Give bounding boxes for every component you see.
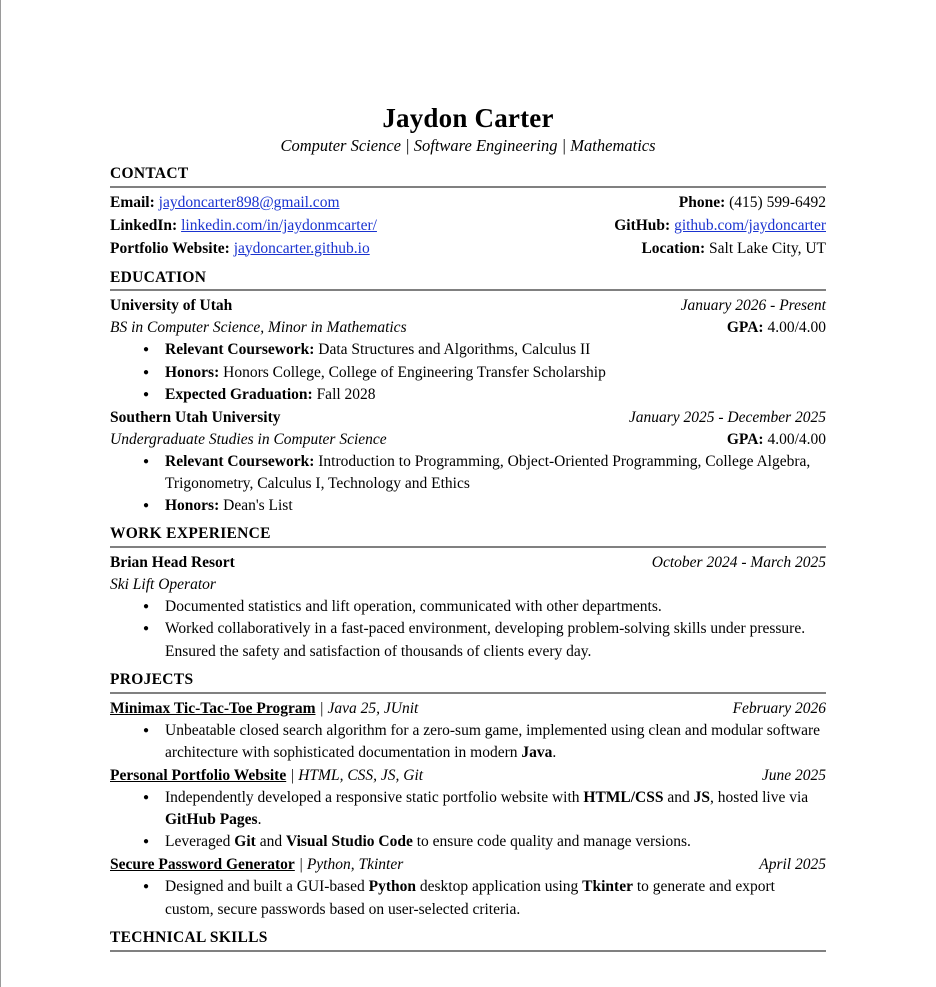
projects-list [110,698,826,921]
candidate-tagline: Computer Science | Software Engineering | Mathematics [280,136,656,156]
section-title-projects: PROJECTS [110,670,194,688]
work-bullets [110,596,826,662]
bullet-emphasis: Java [521,743,553,761]
bullet-item: ● Relevant Coursework: Introduction to Programming, Object-Oriented Programming, College Algebra, Trigonometry, Calculus I, Technology and Ethics [110,451,826,495]
project-heading [110,765,762,787]
project-entry-header [110,765,826,787]
bullet-item: ● Leveraged Git and Visual Studio Code to ensure code quality and manage versions. [110,831,826,853]
bullet-emphasis: JS [693,789,711,806]
bullet-item: ● Independently developed a responsive static portfolio website with HTML/CSS and JS, hosted live via GitHub Pages. [110,787,826,831]
contact-left-label: LinkedIn: [110,216,178,234]
work-list [110,552,826,662]
contact-row [110,192,826,215]
education-gpa: GPA: 4.00/4.00 [726,430,826,448]
bullet-item: ● Worked collaboratively in a fast-paced environment, developing problem-solving skills under pressure. Ensured the safety and satisfaction of thousands of clients every day. [110,618,826,662]
contact-left-link[interactable]: jaydoncarter.github.io [233,239,370,257]
bullet-emphasis: Git [234,833,256,851]
bullet-item: ● Honors: Honors College, College of Engineering Transfer Scholarship [110,362,826,384]
project-entry-header [110,698,826,720]
candidate-name: Jaydon Carter [382,103,554,133]
bullet-item: ● Expected Graduation: Fall 2028 [110,384,826,406]
bullet-item: ● Unbeatable closed search algorithm for a zero-sum game, implemented using clean and modular software architecture with sophisticated documentation in modern Java. [110,720,826,764]
section-rule-contact [110,186,826,188]
bullet-emphasis: Tkinter [582,878,633,896]
contact-right-label: Phone: [678,193,726,211]
contact-right-value: Salt Lake City, UT [709,239,826,257]
bullet-emphasis: HTML/CSS [583,789,664,806]
bullet-label: Honors: [165,363,220,381]
section-title-education: EDUCATION [110,268,207,286]
project-separator: | [290,767,295,784]
section-title-technical-skills: TECHNICAL SKILLS [110,928,268,946]
education-entry-subheader [110,317,826,339]
contact-left-label: Portfolio Website: [110,239,230,257]
contact-left [110,238,370,261]
contact-right [641,238,826,261]
contact-left [110,215,377,238]
contact-right [679,192,826,215]
section-rule-projects [110,692,826,694]
education-institution: University of Utah [110,297,233,315]
project-separator: | [319,699,324,717]
contact-right-link[interactable]: github.com/jaydoncarter [674,216,826,234]
bullet-item: ● Designed and built a GUI-based Python desktop application using Tkinter to generate and export custom, secure passwords based on user-selected criteria. [110,876,826,920]
section-title-contact: CONTACT [110,164,189,182]
resume-content [110,104,826,952]
education-gpa-label: GPA: [726,430,764,448]
section-rule-work-experience [110,546,826,548]
education-dates: January 2026 - Present [680,297,826,315]
section-title-work-experience: WORK EXPERIENCE [110,525,271,543]
project-title[interactable]: Minimax Tic-Tac-Toe Program [110,699,316,717]
education-gpa-label: GPA: [726,319,764,337]
education-entry [110,295,826,405]
bullet-label: Honors: [165,497,220,515]
work-entry-header [110,552,826,574]
work-entry-subheader [110,574,826,596]
contact-right-label: GitHub: [614,216,671,234]
education-bullets [110,339,826,405]
work-dates: October 2024 - March 2025 [651,554,826,572]
project-entry [110,698,826,764]
section-rule-education [110,289,826,291]
bullet-emphasis: Python [368,878,416,896]
section-rule-technical-skills [110,950,826,952]
bullet-label: Expected Graduation: [165,385,313,403]
project-separator: | [298,856,303,874]
education-list [110,295,826,517]
bullet-label: Relevant Coursework: [165,341,315,359]
bullet-item: ● Honors: Dean's List [110,495,826,517]
education-degree: Undergraduate Studies in Computer Science [110,430,387,448]
work-entry [110,552,826,662]
education-institution: Southern Utah University [110,408,281,426]
bullet-emphasis: Visual Studio Code [285,833,413,851]
education-entry-subheader [110,429,826,451]
education-entry [110,407,826,517]
contact-right-value: (415) 599-6492 [729,193,826,211]
education-dates: January 2025 - December 2025 [628,408,826,426]
project-date: June 2025 [761,767,826,784]
bullet-item: ● Relevant Coursework: Data Structures and Algorithms, Calculus II [110,339,826,361]
bullet-item: ● Documented statistics and lift operation, communicated with other departments. [110,596,826,618]
project-title[interactable]: Personal Portfolio Website [110,767,287,784]
project-date: February 2026 [732,699,826,717]
education-gpa: GPA: 4.00/4.00 [726,319,826,337]
project-heading [110,698,733,720]
contact-row [110,215,826,238]
project-heading [110,854,759,876]
education-bullets [110,451,826,517]
contact-left [110,192,340,215]
contact-row [110,238,826,261]
project-stack: Java 25, JUnit [327,699,419,717]
contact-list [110,192,826,261]
project-date: April 2025 [759,856,826,874]
bullet-label: Relevant Coursework: [165,452,315,470]
project-bullets [110,876,826,920]
work-employer: Brian Head Resort [110,554,235,572]
education-entry-header [110,295,826,317]
contact-right [614,215,826,238]
bullet-emphasis: GitHub Pages [165,811,258,829]
education-entry-header [110,407,826,429]
project-entry [110,765,826,853]
contact-left-link[interactable]: linkedin.com/in/jaydonmcarter/ [181,216,377,234]
project-bullets [110,787,826,853]
contact-right-label: Location: [641,239,706,257]
project-title[interactable]: Secure Password Generator [110,856,295,874]
contact-left-label: Email: [110,193,155,211]
contact-left-link[interactable]: jaydoncarter898@gmail.com [158,193,340,211]
project-stack: HTML, CSS, JS, Git [298,767,424,784]
work-role: Ski Lift Operator [110,576,216,594]
project-entry-header [110,854,826,876]
education-degree: BS in Computer Science, Minor in Mathematics [110,319,407,337]
project-bullets [110,720,826,764]
project-entry [110,854,826,920]
project-stack: Python, Tkinter [306,856,404,874]
